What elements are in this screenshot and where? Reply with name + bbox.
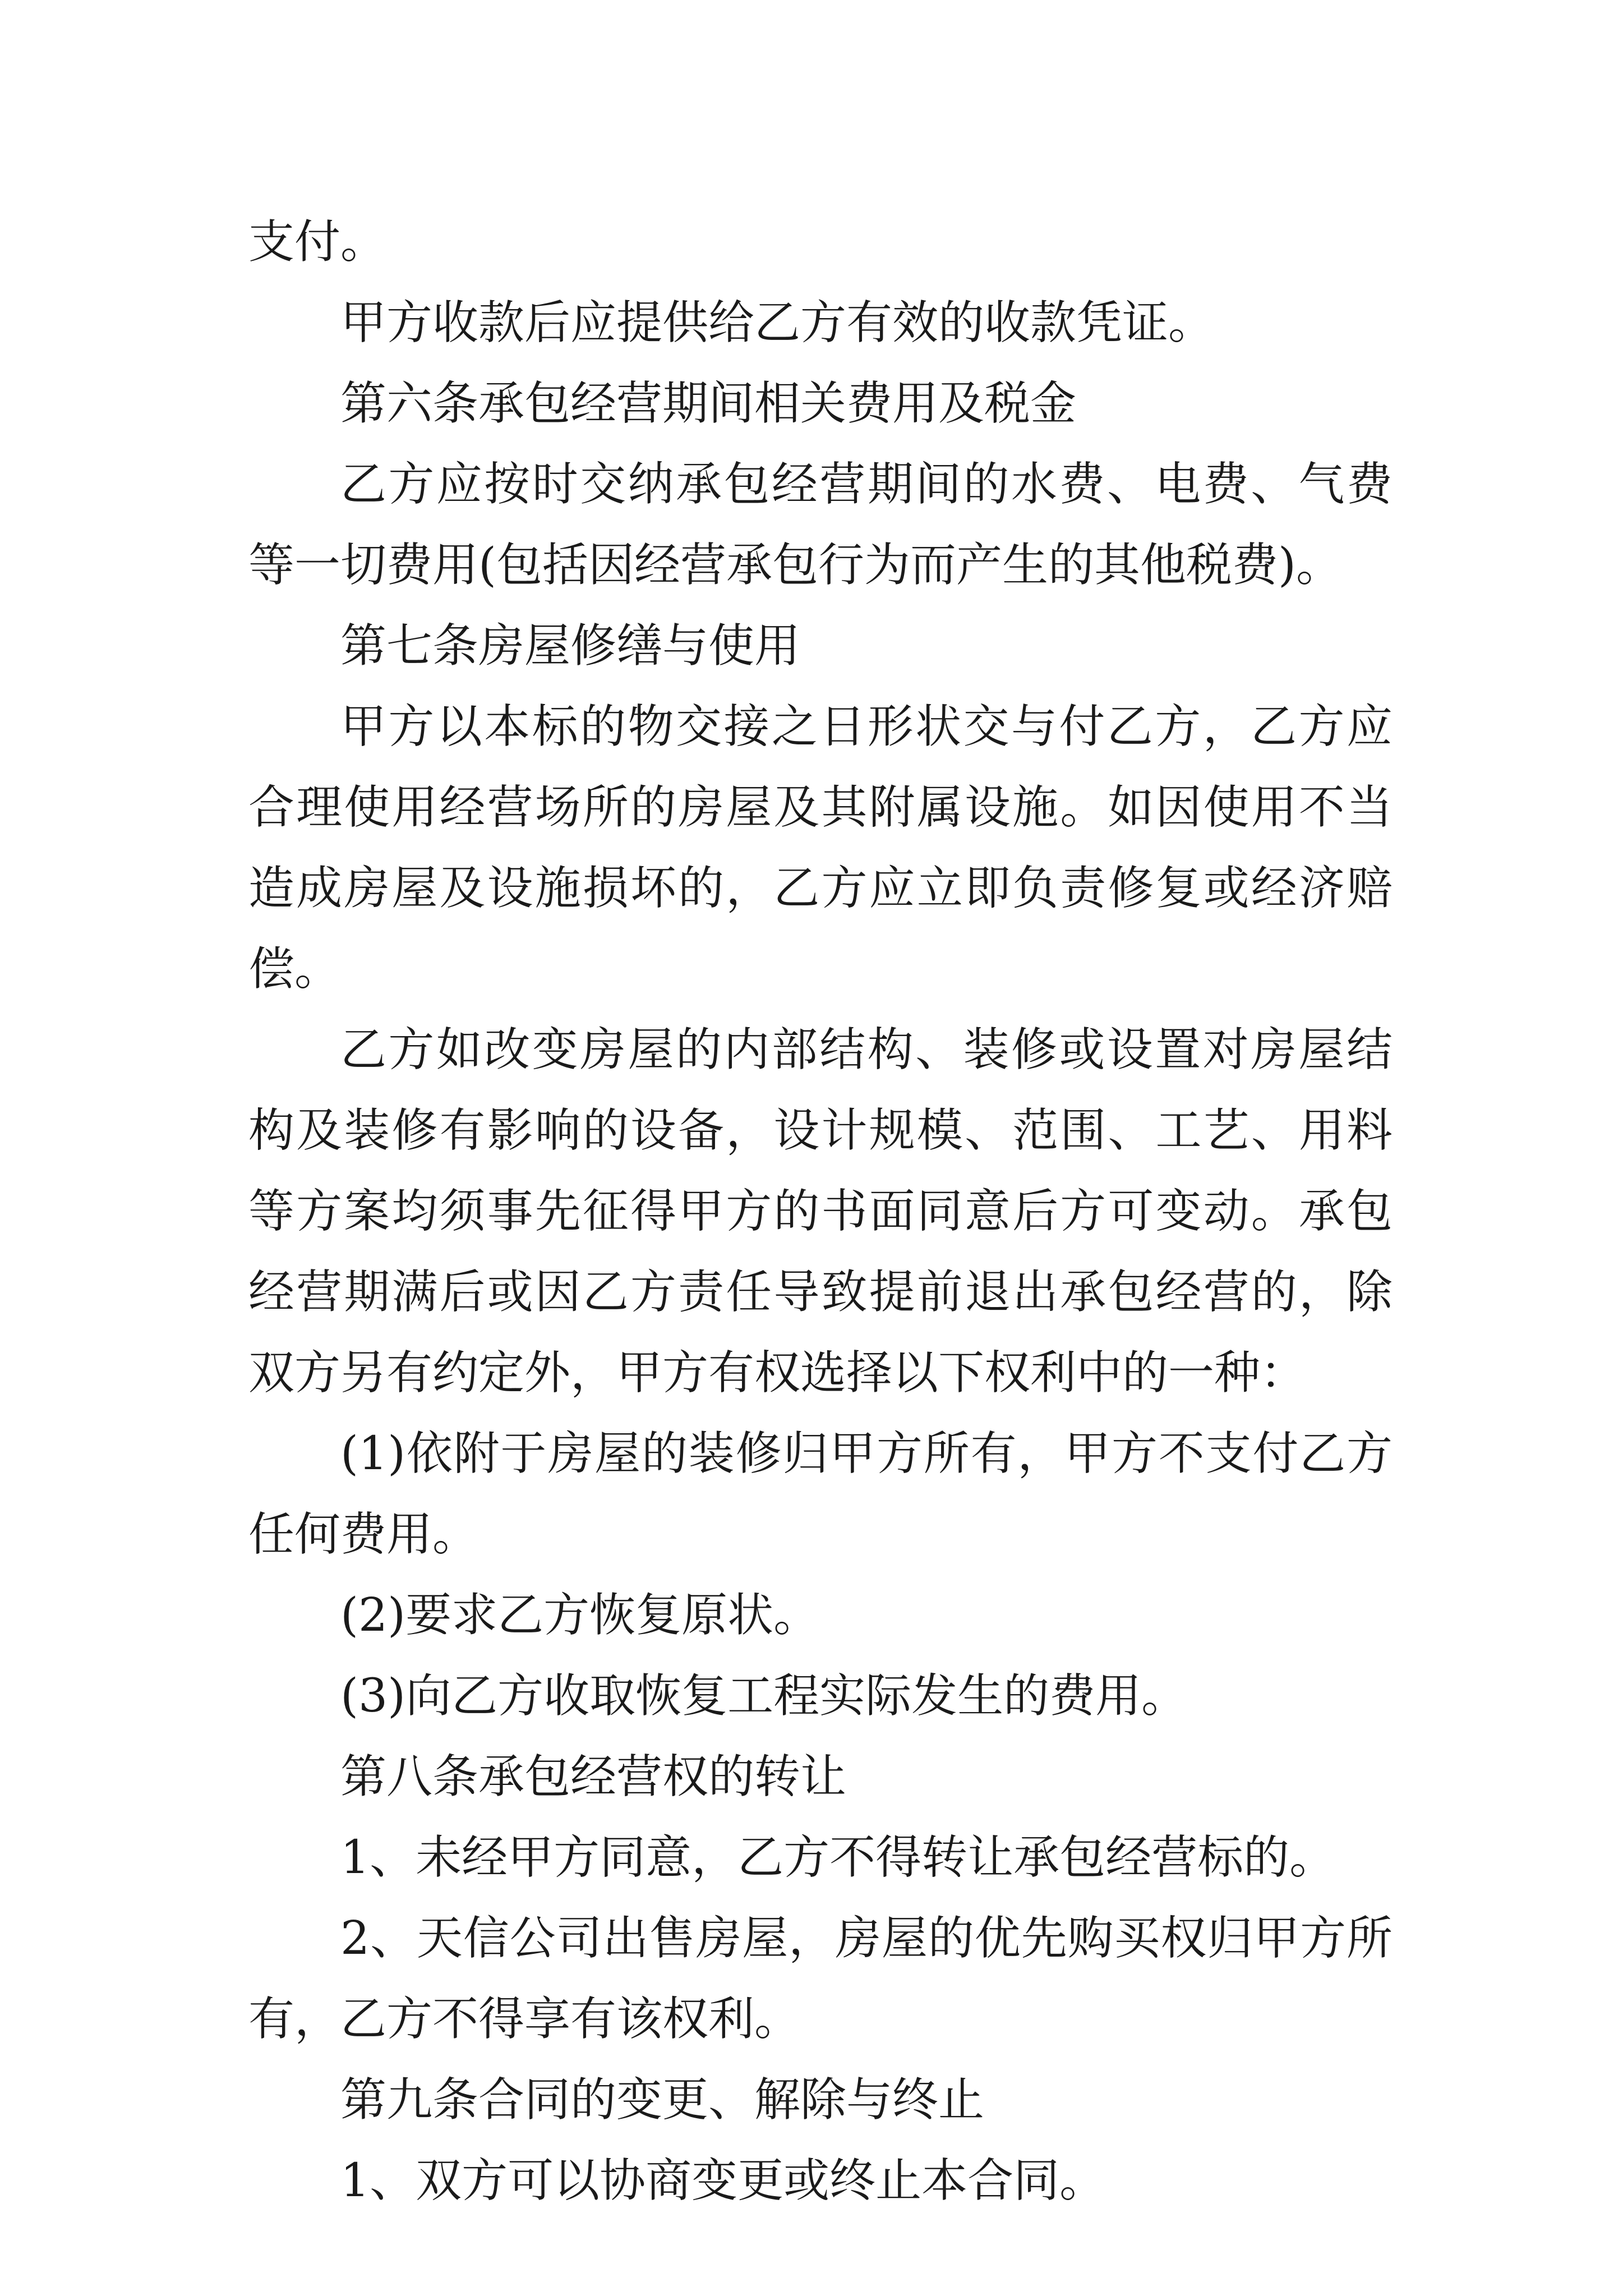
- list-item-option-1: (1)依附于房屋的装修归甲方所有，甲方不支付乙方任何费用。: [248, 1427, 1393, 1561]
- heading-article-8: 第八条承包经营权的转让: [340, 1750, 847, 1803]
- list-item-option-3: (3)向乙方收取恢复工程实际发生的费用。: [340, 1669, 1188, 1723]
- paragraph-receipt: 甲方收款后应提供给乙方有效的收款凭证。: [340, 296, 1215, 349]
- list-item-transfer-1: 1、未经甲方同意，乙方不得转让承包经营标的。: [340, 1831, 1336, 1884]
- document-body: [248, 202, 1393, 2221]
- paragraph-repair: 甲方以本标的物交接之日形状交与付乙方，乙方应合理使用经营场所的房屋及其附属设施。如因使用不当造成房屋及设施损坏的，乙方应立即负责修复或经济赔偿。: [248, 700, 1393, 996]
- list-item-option-2: (2)要求乙方恢复原状。: [340, 1589, 820, 1642]
- paragraph-payment-end: 支付。: [248, 215, 387, 269]
- heading-article-6: 第六条承包经营期间相关费用及税金: [340, 377, 1077, 430]
- paragraph-modification: 乙方如改变房屋的内部结构、装修或设置对房屋结构及装修有影响的设备，设计规模、范围、工艺、用料等方案均须事先征得甲方的书面同意后方可变动。承包经营期满后或因乙方责任导致提前退出承包经营的，除双方另有约定外，甲方有权选择以下权利中的一种：: [248, 1023, 1393, 1400]
- paragraph-fees: 乙方应按时交纳承包经营期间的水费、电费、气费等一切费用(包括因经营承包行为而产生的其他税费)。: [248, 458, 1393, 592]
- heading-article-7: 第七条房屋修缮与使用: [340, 619, 801, 673]
- list-item-change-1: 1、双方可以协商变更或终止本合同。: [340, 2154, 1106, 2207]
- list-item-transfer-2: 2、天信公司出售房屋，房屋的优先购买权归甲方所有，乙方不得享有该权利。: [248, 1912, 1393, 2046]
- heading-article-9: 第九条合同的变更、解除与终止: [340, 2073, 985, 2127]
